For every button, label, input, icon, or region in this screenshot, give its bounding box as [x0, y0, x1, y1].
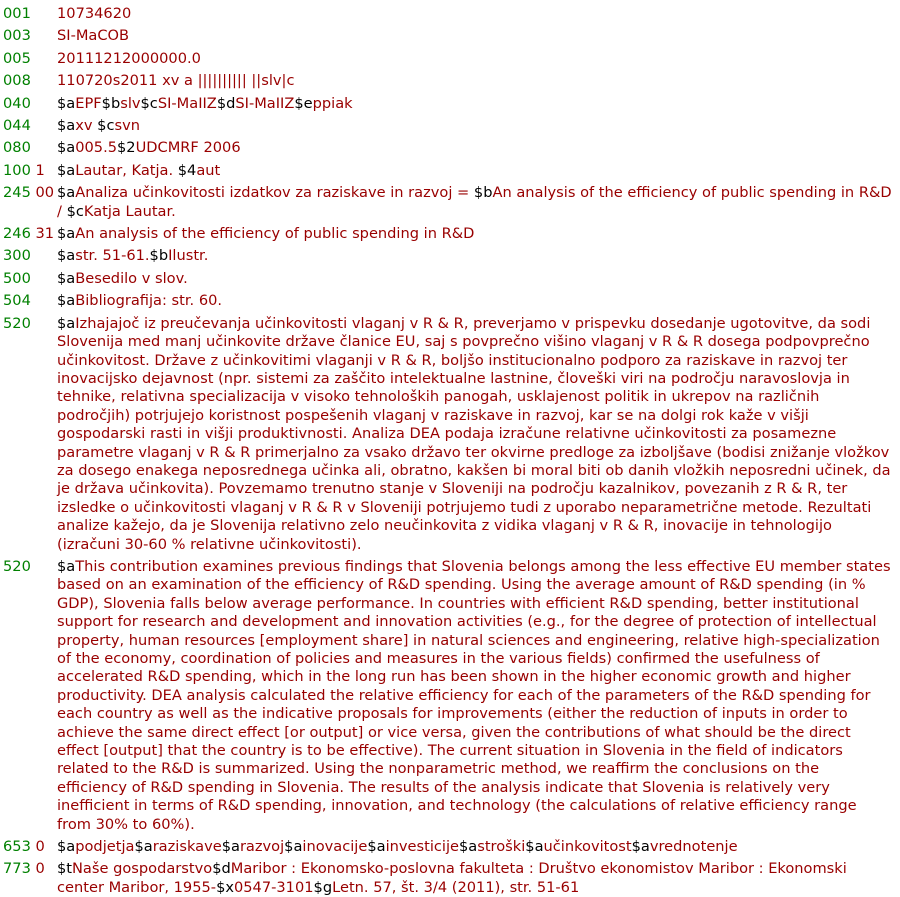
- field-indicators: 0: [35, 860, 45, 878]
- subfield-code: $d: [216, 94, 236, 112]
- field-content: [57, 558, 900, 834]
- subfield-code: $2: [117, 139, 136, 157]
- field-tag-cell: [0, 117, 57, 135]
- field-tag-cell: [0, 184, 57, 202]
- marc-field-245: [0, 184, 900, 221]
- subfield-value: This contribution examines previous findings that Slovenia belongs among the less effective EU member states based on an examination of the efficiency of R&D spending. Using the average amount of R&D spending (in % GDP), Slovenia falls below average performance. In countries with efficient R&D spending, better institutional support for research and development and innovation activities (e.g., for the degree of protection of intellectual property, human resources [employment share] in natural sciences and engineering, relative high-specialization of the economy, coordination of policies and measures in the various fields) confirmed the usefulness of accelerated R&D spending, which in the long run has been shown in the higher economic growth and higher productivity. DEA analysis calculated the relative efficiency for each of the parameters of the R&D spending for each country as well as the indicative proposals for improvements (either the reduction of inputs in order to achieve the same direct effect [or output] or vice versa, given the contributions of what should be the direct effect [output] that the country is to be effective). The current situation in Slovenia in the field of indicators related to the R&D is summarized. Using the nonparametric method, we reaffirm the conclusions on the efficiency of R&D spending in Slovenia. The results of the analysis indicate that Slovenia is relatively very inefficient in terms of R&D spending, innovation, and technology (the calculations of relative efficiency range from 30% to 60%).: [57, 557, 891, 833]
- subfield-code: $c: [140, 94, 158, 112]
- field-content: [57, 139, 900, 157]
- subfield-value: Analiza učinkovitosti izdatkov za raziskave in razvoj =: [75, 184, 474, 202]
- field-tag: 008: [3, 72, 31, 90]
- field-content: [57, 315, 900, 554]
- subfield-value: ppiak: [312, 94, 353, 112]
- subfield-code: $a: [57, 161, 76, 179]
- subfield-code: $c: [97, 117, 115, 135]
- field-tag-cell: [0, 72, 57, 90]
- marc-field-300: [0, 247, 900, 265]
- field-indicators: 00: [35, 184, 55, 202]
- subfield-code: $d: [212, 860, 231, 878]
- field-tag-cell: [0, 162, 57, 180]
- subfield-code: $a: [57, 269, 76, 287]
- subfield-code: $a: [221, 838, 240, 856]
- field-content: [57, 95, 900, 113]
- field-tag-cell: [0, 27, 57, 45]
- subfield-code: $a: [367, 838, 386, 856]
- subfield-code: $a: [57, 225, 76, 243]
- marc-field-080: [0, 139, 900, 157]
- subfield-code: $a: [57, 139, 76, 157]
- subfield-code: $b: [473, 184, 493, 202]
- subfield-value: podjetja: [75, 838, 135, 856]
- subfield-value: SI-MaIIZ: [235, 94, 295, 112]
- field-content: [57, 247, 900, 265]
- subfield-value: 110720s2011 xv a |||||||||| ||slv|c: [57, 72, 295, 90]
- subfield-code: $g: [313, 878, 333, 896]
- subfield-value: An analysis of the efficiency of public spending in R&D /: [57, 184, 892, 220]
- field-tag: 005: [3, 49, 31, 67]
- field-tag-cell: [0, 838, 57, 856]
- subfield-code: $a: [57, 838, 76, 856]
- subfield-value: 005.5: [75, 139, 118, 157]
- marc-field-520: [0, 315, 900, 554]
- subfield-value: xv: [75, 117, 98, 135]
- field-tag: 520: [3, 314, 31, 332]
- subfield-value: Letn. 57, št. 3/4 (2011), str. 51-61: [332, 878, 580, 896]
- field-content: [57, 27, 900, 45]
- subfield-code: $a: [631, 838, 650, 856]
- subfield-code: $a: [57, 557, 76, 575]
- subfield-value: Bibliografija: str. 60.: [75, 292, 223, 310]
- subfield-value: 0547-3101: [233, 878, 314, 896]
- marc-field-005: [0, 50, 900, 68]
- subfield-value: inovacije: [302, 838, 368, 856]
- field-tag-cell: [0, 225, 57, 243]
- subfield-value: investicije: [385, 838, 459, 856]
- field-tag-cell: [0, 95, 57, 113]
- subfield-value: EPF: [75, 94, 102, 112]
- field-tag: 080: [3, 139, 31, 157]
- subfield-code: $e: [294, 94, 313, 112]
- field-content: [57, 225, 900, 243]
- field-content: [57, 270, 900, 288]
- field-content: [57, 5, 900, 23]
- field-content: [57, 50, 900, 68]
- marc-field-008: [0, 72, 900, 90]
- subfield-value: stroški: [477, 838, 526, 856]
- subfield-value: SI-MaIIZ: [157, 94, 217, 112]
- marc-field-520: [0, 558, 900, 834]
- subfield-value: aut: [196, 161, 221, 179]
- field-tag: 300: [3, 247, 31, 265]
- field-indicators: 31: [35, 225, 55, 243]
- field-tag-cell: [0, 315, 57, 333]
- subfield-code: $a: [459, 838, 478, 856]
- subfield-value: Izhajajoč iz preučevanja učinkovitosti vlaganj v R & R, preverjamo v prispevku dosedanje ugotovitve, da sodi Slovenija med manj učinkovite države članice EU, saj s povprečno višino vlaganj v R & R dosega podpovprečno učinkovitost. Države z učinkovitimi vlaganji v R & R, boljšo institucionalno podporo za raziskave in razvoj ter inovacijsko dejavnost (npr. sistemi za zaščito intelektualne lastnine, človeški viri na področju naravoslovja in tehnike, relativna specializacija v visoko tehnoloških panogah, usklajenost politik in ukrepov na različnih področjih) potrjujejo koristnost pospešenih vlaganj v raziskave in razvoj, kar se na dolgi rok kaže v višji gospodarski rasti in višji produktivnosti. Analiza DEA podaja izračune relativne učinkovitosti za posamezne parametre vlaganj v R & R primerjalno za vsako državo ter okvirne predloge za izboljšave (bodisi znižanje vložkov za dosego enakega neposrednega učinka ali, obratno, kakšen bi moral biti ob danih vložkih neposredni učinek, da je država učinkovita). Povzemamo trenutno stanje v Sloveniji na področju kazalnikov, povezanih z R & R, ter izsledke o učinkovitosti vlaganj v R & R v Sloveniji potrjujemo tudi z uporabo neparametrične metode. Rezultati analize kažejo, da je Slovenija relativno zelo neučinkovita z vidika vlaganj v R & R, inovacije in tehnologijo (izračuni 30-60 % relativne učinkovitosti).: [57, 314, 891, 553]
- subfield-value: vrednotenje: [649, 838, 738, 856]
- field-tag: 246: [3, 225, 31, 243]
- field-tag: 044: [3, 117, 31, 135]
- field-content: [57, 860, 900, 897]
- subfield-value: Besedilo v slov.: [75, 269, 188, 287]
- subfield-value: str. 51-61.: [75, 247, 150, 265]
- field-tag: 003: [3, 27, 31, 45]
- subfield-value: svn: [114, 117, 140, 135]
- subfield-code: $a: [57, 117, 76, 135]
- subfield-code: $b: [101, 94, 121, 112]
- subfield-code: $a: [284, 838, 303, 856]
- subfield-value: Maribor : Ekonomsko-poslovna fakulteta : Društvo ekonomistov Maribor : Ekonomski center Maribor, 1955-: [57, 860, 847, 896]
- field-tag-cell: [0, 270, 57, 288]
- marc-field-100: [0, 162, 900, 180]
- field-tag-cell: [0, 292, 57, 310]
- subfield-value: raziskave: [152, 838, 222, 856]
- subfield-value: Katja Lautar.: [83, 202, 176, 220]
- field-tag-cell: [0, 860, 57, 878]
- subfield-code: $4: [177, 161, 197, 179]
- subfield-code: $a: [57, 247, 76, 265]
- field-tag: 653: [3, 838, 31, 856]
- field-tag: 100: [3, 161, 31, 179]
- field-tag-cell: [0, 558, 57, 576]
- subfield-code: $x: [216, 878, 234, 896]
- subfield-value: 10734620: [57, 5, 132, 22]
- subfield-code: $a: [57, 94, 76, 112]
- field-tag: 245: [3, 184, 31, 202]
- subfield-code: $c: [66, 202, 84, 220]
- marc-field-653: [0, 838, 900, 856]
- marc-field-044: [0, 117, 900, 135]
- subfield-value: An analysis of the efficiency of public spending in R&D: [75, 225, 475, 243]
- subfield-code: $t: [57, 860, 73, 878]
- field-content: [57, 184, 900, 221]
- field-tag-cell: [0, 247, 57, 265]
- field-tag: 773: [3, 860, 31, 878]
- field-tag-cell: [0, 5, 57, 23]
- subfield-code: $a: [57, 184, 76, 202]
- field-tag-cell: [0, 50, 57, 68]
- subfield-code: $a: [57, 292, 76, 310]
- marc-field-246: [0, 225, 900, 243]
- subfield-value: Naše gospodarstvo: [72, 860, 213, 878]
- marc-field-500: [0, 270, 900, 288]
- subfield-code: $a: [525, 838, 544, 856]
- subfield-code: $a: [57, 314, 76, 332]
- subfield-value: razvoj: [239, 838, 285, 856]
- subfield-value: slv: [120, 94, 141, 112]
- field-indicators: 0: [35, 838, 45, 856]
- field-content: [57, 72, 900, 90]
- marc-field-003: [0, 27, 900, 45]
- field-tag: 504: [3, 292, 31, 310]
- marc-field-040: [0, 95, 900, 113]
- subfield-code: $b: [149, 247, 169, 265]
- subfield-value: 20111212000000.0: [57, 49, 201, 67]
- subfield-value: SI-MaCOB: [57, 27, 130, 45]
- field-tag: 040: [3, 94, 31, 112]
- subfield-value: Ilustr.: [168, 247, 209, 265]
- subfield-value: Lautar, Katja.: [75, 161, 178, 179]
- subfield-value: UDCMRF 2006: [135, 139, 241, 157]
- field-content: [57, 838, 900, 856]
- field-content: [57, 292, 900, 310]
- field-content: [57, 162, 900, 180]
- marc-field-773: [0, 860, 900, 897]
- marc-field-504: [0, 292, 900, 310]
- subfield-code: $a: [134, 838, 153, 856]
- marc-field-001: [0, 5, 900, 23]
- field-indicators: 1: [35, 161, 45, 179]
- field-tag: 001: [3, 5, 31, 22]
- field-tag: 520: [3, 557, 31, 575]
- field-tag: 500: [3, 269, 31, 287]
- field-content: [57, 117, 900, 135]
- field-tag-cell: [0, 139, 57, 157]
- subfield-value: učinkovitost: [543, 838, 632, 856]
